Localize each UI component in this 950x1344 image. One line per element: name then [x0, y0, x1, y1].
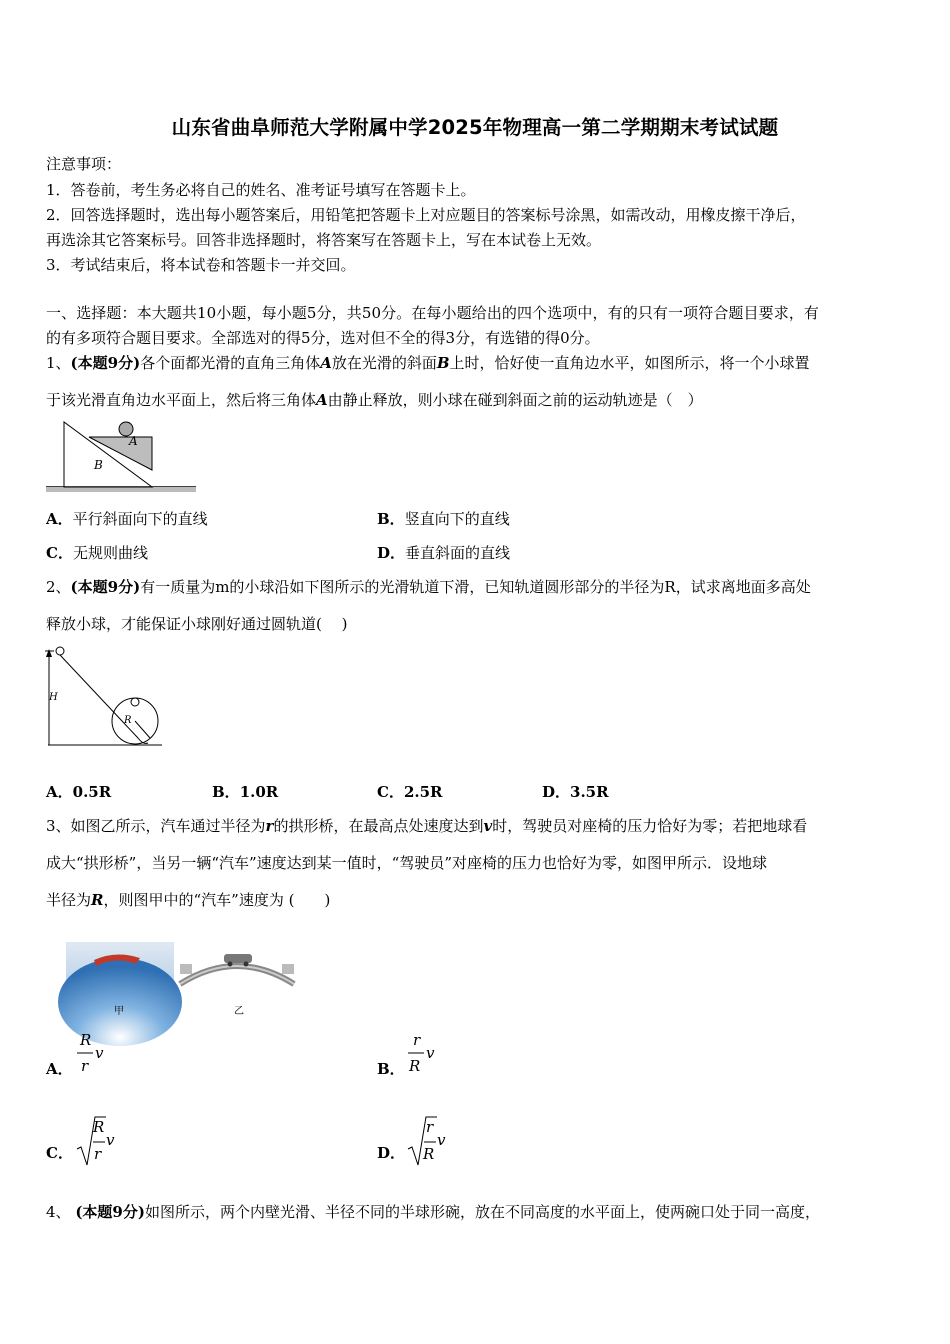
q2-figure: [40, 643, 170, 753]
q4-score: (本题9分): [75, 1203, 145, 1221]
q3-option-a-num: R: [80, 1031, 92, 1049]
q2-radius-line: [135, 721, 150, 738]
q3-option-a-den: r: [81, 1057, 89, 1075]
q3-line1: 3、如图乙所示，汽车通过半径为r的拱形桥，在最高点处速度达到v时，驾驶员对座椅的压力恰好为零；若把地球看: [46, 817, 808, 835]
q3-option-d-tail: v: [437, 1131, 446, 1149]
q3-figure-globe: [66, 942, 174, 990]
q3-option-d-den: R: [423, 1145, 435, 1163]
q1-line2: [46, 389, 703, 410]
q1-var-b: B: [436, 354, 450, 372]
section1-line2: 的有多项符合题目要求。全部选对的得5分，选对但不全的得3分，有选错的得0分。: [46, 329, 600, 347]
q3-var-r: r: [265, 817, 274, 835]
q3-option-d-label: D．: [377, 1144, 406, 1162]
q4-line1: 4、 (本题9分)如图所示，两个内壁光滑、半径不同的半球形碗，放在不同高度的水平面上，使两碗口处于同一高度，: [46, 1203, 820, 1221]
q3-option-b-fracbar: [408, 1052, 424, 1054]
q3-option-b-den: R: [409, 1057, 421, 1075]
q2-option-a: A．0.5R: [46, 783, 112, 801]
q1-fig-label-a: A: [129, 434, 138, 448]
q1-var-a2: A: [316, 391, 328, 409]
q2-release-ball: [56, 647, 64, 655]
q1-text-e: 由静止释放，则小球在碰到斜面之前的运动轨迹是（ ）: [327, 391, 703, 409]
q1-text-b: 放在光滑的斜面: [331, 354, 437, 372]
q3-caption-yi: 乙: [234, 1006, 244, 1017]
q3-option-a-fracbar: [77, 1052, 93, 1054]
q2-prefix: 2、: [46, 578, 71, 596]
q3-line2: 成大“拱形桥”，当另一辆“汽车”速度达到某一值时，“驾驶员”对座椅的压力也恰好为零，如图甲所示．设地球: [46, 854, 768, 872]
q1-var-a: A: [320, 354, 332, 372]
q2-score: (本题9分): [70, 578, 141, 596]
q2-track: [60, 655, 148, 743]
q2-option-c: C．2.5R: [377, 783, 443, 801]
q1-option-d: D．垂直斜面的直线: [377, 544, 511, 562]
q2-option-b: B．1.0R: [212, 783, 279, 801]
q2-top-ball: [131, 698, 139, 706]
q1-fig-label-b: B: [94, 458, 103, 472]
q3-caption-jia: 甲: [114, 1006, 124, 1017]
q2-line2: 释放小球，才能保证小球刚好通过圆轨道( ): [46, 615, 348, 633]
q2-line1: [46, 576, 811, 597]
q3-option-d-num: r: [426, 1118, 434, 1136]
q3-option-c-tail: v: [106, 1131, 115, 1149]
q3-option-a-label: A．: [46, 1060, 73, 1078]
q1-text-d: 于该光滑直角边水平面上，然后将三角体: [46, 391, 317, 409]
q1-option-b: B．竖直向下的直线: [377, 510, 510, 528]
q1-text-a: 各个面都光滑的直角三角体: [140, 354, 321, 372]
q2-option-d: D．3.5R: [542, 783, 609, 801]
q3-option-a-tail: v: [95, 1044, 104, 1062]
notice-heading: 注意事项：: [46, 155, 122, 173]
q1-option-a: A．平行斜面向下的直线: [46, 510, 208, 528]
q3-option-b-label: B．: [377, 1060, 405, 1078]
q3-option-c-num: R: [93, 1118, 105, 1136]
notice-item-3: 3．考试结束后，将本试卷和答题卡一并交回。: [46, 256, 356, 274]
page-title: 山东省曲阜师范大学附属中学2025年物理高一第二学期期末考试试题: [171, 116, 779, 139]
q1-score: (本题9分): [70, 354, 141, 372]
q1-ground-hatch: [46, 487, 196, 492]
q1-line1: [46, 352, 810, 373]
q2-fig-label-h: H: [49, 692, 58, 703]
q1-prefix: 1、: [46, 354, 71, 372]
q2-fig-label-r: R: [124, 715, 132, 726]
q3-line3: 半径为R，则图甲中的“汽车”速度为 ( ): [46, 891, 331, 909]
q3-option-c-den: r: [94, 1145, 102, 1163]
q3-figure-bridge: [178, 950, 296, 986]
q1-text-c: 上时，恰好使一直角边水平，如图所示，将一个小球置: [449, 354, 810, 372]
q3-option-c-label: C．: [46, 1144, 73, 1162]
q3-option-b-tail: v: [426, 1044, 435, 1062]
q3-var-R: R: [91, 891, 104, 909]
q1-option-c: C．无规则曲线: [46, 544, 148, 562]
notice-item-1: 1．答卷前，考生务必将自己的姓名、准考证号填写在答题卡上。: [46, 181, 476, 199]
section1-line1: 一、选择题：本大题共10小题，每小题5分，共50分。在每小题给出的四个选项中，有的只有一项符合题目要求，有: [46, 304, 820, 322]
q3-var-v: v: [483, 817, 493, 835]
q3-bridge-car: [224, 954, 252, 963]
q2-text-1: 有一质量为m的小球沿如下图所示的光滑轨道下滑，已知轨道圆形部分的半径为R，试求离地面多高处: [140, 578, 811, 596]
notice-item-2-cont: 再选涂其它答案标号。回答非选择题时，将答案写在答题卡上，写在本试卷上无效。: [46, 231, 602, 249]
q1-figure: [44, 417, 204, 497]
notice-item-2: 2．回答选择题时，选出每小题答案后，用铅笔把答题卡上对应题目的答案标号涂黑，如需改动，用橡皮擦干净后，: [46, 206, 806, 224]
q3-option-b-num: r: [413, 1031, 421, 1049]
